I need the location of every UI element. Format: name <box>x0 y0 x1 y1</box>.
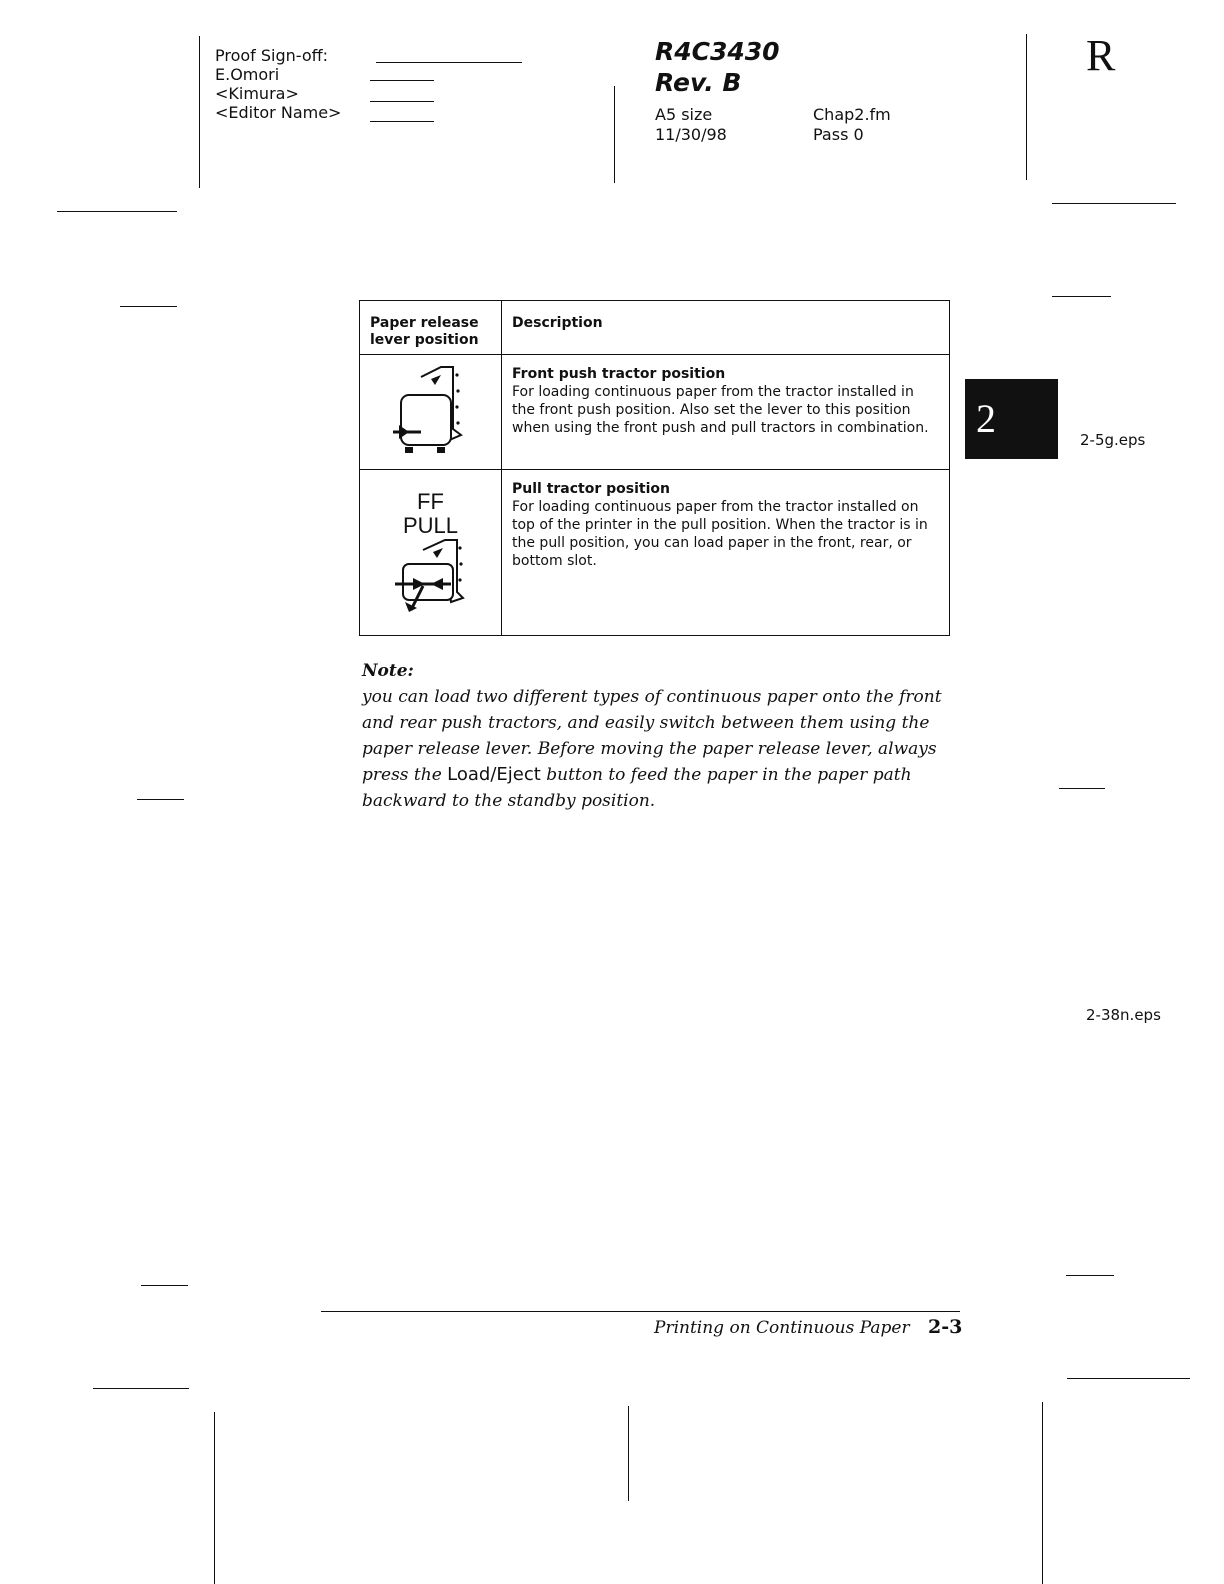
row-title: Front push tractor position <box>512 366 726 382</box>
signoff-line <box>370 101 434 102</box>
crop-mark <box>120 306 177 307</box>
chapter-tab: 2 <box>965 379 1058 459</box>
lever-position-table <box>359 300 950 636</box>
row-text: For loading continuous paper from the tractor installed on top of the printer in the pull position. When the tractor is in the pull position, you can load paper in the front, rear, or bottom slot. <box>512 499 928 569</box>
doc-size: A5 size <box>655 105 713 124</box>
description-cell <box>502 470 950 636</box>
crop-mark <box>93 1388 189 1389</box>
pull-tractor-lever-icon <box>361 538 501 618</box>
front-push-tractor-lever-icon <box>361 355 501 465</box>
crop-mark <box>1042 1402 1043 1584</box>
signer-name: <Editor Name> <box>215 103 342 122</box>
column-header: Description <box>502 301 950 355</box>
signoff-line <box>370 121 434 122</box>
document-id <box>655 36 780 98</box>
signoff-line <box>376 62 522 63</box>
column-header: Paper release lever position <box>360 301 502 355</box>
proof-signoff-block <box>215 46 341 122</box>
lever-image-cell <box>360 470 502 636</box>
row-title: Pull tractor position <box>512 481 670 497</box>
signer-name: <Kimura> <box>215 84 299 103</box>
footer-rule <box>321 1311 960 1312</box>
signoff-line <box>370 80 434 81</box>
crop-mark <box>141 1285 188 1286</box>
proof-label: Proof Sign-off: <box>215 46 329 65</box>
footer-section-title: Printing on Continuous Paper <box>654 1318 910 1338</box>
crop-mark <box>1066 1275 1114 1276</box>
figure-ref: 2-38n.eps <box>1086 1006 1161 1024</box>
doc-pass: Pass 0 <box>813 125 864 144</box>
load-eject-button-name: Load/Eject <box>447 764 541 785</box>
doc-file: Chap2.fm <box>813 105 891 124</box>
lever-image-cell <box>360 355 502 470</box>
doc-meta-right <box>813 105 891 145</box>
doc-date: 11/30/98 <box>655 125 727 144</box>
crop-mark <box>614 86 615 183</box>
crop-mark <box>1052 296 1111 297</box>
note-text: you can load two different types of continuous paper onto the front and rear push tractors, and easily switch between them using the paper release lever. Before moving the paper release lever, always press the <box>362 687 942 785</box>
doc-code: R4C3430 <box>655 37 780 66</box>
table-header-row <box>360 301 950 355</box>
corner-mark: R <box>1086 31 1116 80</box>
crop-mark <box>214 1412 215 1584</box>
table-row <box>360 470 950 636</box>
doc-meta-left <box>655 105 727 145</box>
signer-name: E.Omori <box>215 65 280 84</box>
ff-pull-label: FF PULL <box>402 489 459 538</box>
note-text: button to feed the paper in the paper path backward to the standby position. <box>362 765 912 811</box>
crop-mark <box>199 36 200 188</box>
row-text: For loading continuous paper from the tractor installed in the front push position. Also set the lever to this position when using the front push and pull tractors in combination. <box>512 384 929 436</box>
crop-mark <box>137 799 184 800</box>
crop-mark <box>1026 34 1027 180</box>
table-row <box>360 355 950 470</box>
page-number: 2-3 <box>928 1316 963 1338</box>
figure-ref: 2-5g.eps <box>1080 431 1146 449</box>
note-title: Note: <box>362 661 414 681</box>
description-cell <box>502 355 950 470</box>
crop-mark <box>1067 1378 1190 1379</box>
crop-mark <box>628 1406 629 1501</box>
crop-mark <box>57 211 177 212</box>
note-block <box>362 658 962 814</box>
crop-mark <box>1059 788 1105 789</box>
doc-revision: Rev. B <box>655 68 742 97</box>
crop-mark <box>1052 203 1176 204</box>
